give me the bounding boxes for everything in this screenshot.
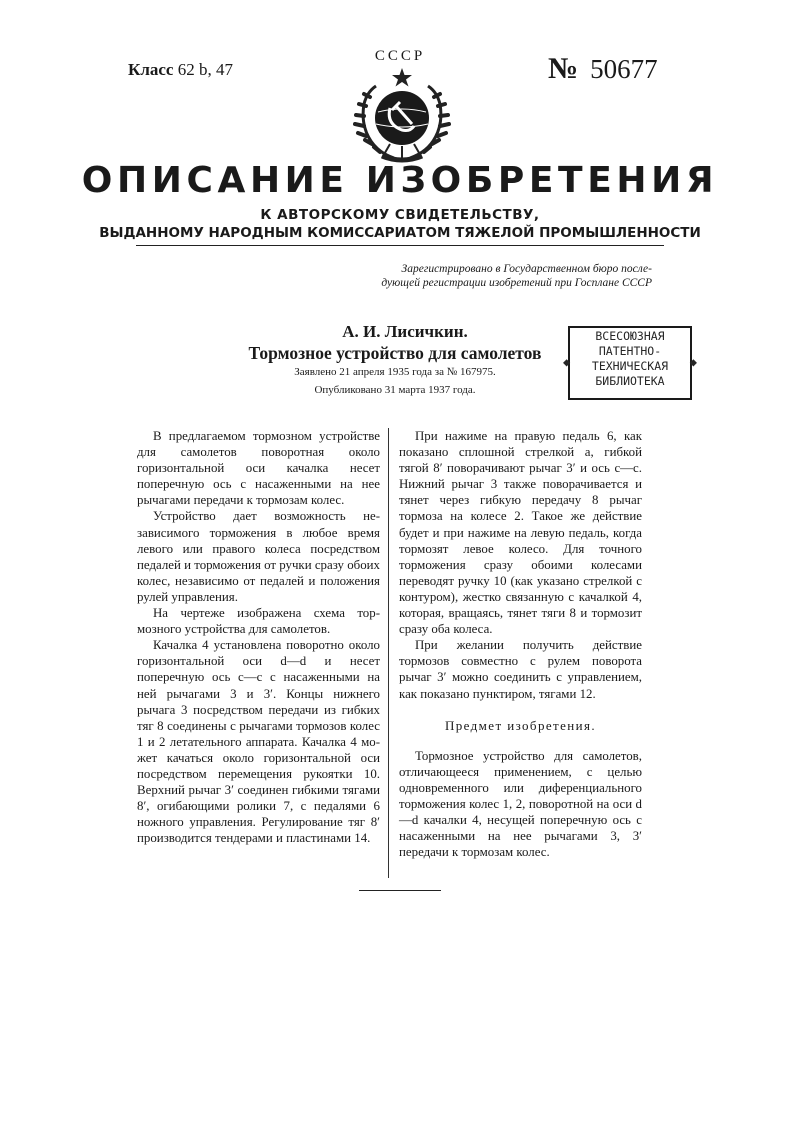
class-value: 62 b, 47 (177, 60, 233, 79)
number-sign: № (548, 52, 579, 85)
registration-note (290, 262, 652, 290)
registration-line2: дующей регистрации изобретений при Госплане СССР (381, 277, 652, 289)
document-title: ОПИСАНИЕ ИЗОБРЕТЕНИЯ (81, 160, 719, 201)
diamond-right-icon: ◆ (689, 355, 697, 369)
body-paragraph: Устройство дает возможность независимого торможения в любое время левого или правого колеса посредством педалей и торможения от ручки сразу обоих колес, независимо от педалей и положения рулей управления. (137, 509, 380, 604)
body-column-right (399, 428, 642, 860)
stamp-line1: ВСЕСОЮЗНАЯ (595, 329, 665, 343)
body-column-left (137, 428, 380, 846)
body-paragraph: Качалка 4 установлена поворотно около горизонтальной оси d—d и несет поперечную ось с—с с насаженными на ней рычагами 3 и 3′. Концы нижнего рычага 3 посредством передачи из гибких тяг 8 соединены с рычагами тормозов колес 1 и 2 летательного аппарата. Качалка 4 может качаться около горизонтальной оси посредством перемещения рукоятки 10. Верхний рычаг 3′ соединен гибкими тягами 8′, огибающими ролики 7, с педалями 6 ножного управления. Регулирование тяг 8′ производится тендерами и пластинами 14. (137, 638, 380, 846)
subtitle-divider (136, 245, 664, 246)
end-divider (359, 890, 441, 891)
published-date: Опубликовано 31 марта 1937 года. (314, 384, 476, 396)
registration-line1: Зарегистрировано в Государственном бюро после- (401, 263, 652, 275)
document-subtitle-line1: К АВТОРСКОМУ СВИДЕТЕЛЬСТВУ, (260, 207, 540, 223)
filed-date: Заявлено 21 апреля 1935 года за № 167975. (294, 366, 496, 378)
claim-text: Тормозное устройство для самолетов, отличающееся применением, с целью одновременного или диференциального торможения колес 1, 2, поворотной на оси d—d качалки 4, несущей поперечную ось с насаженными на нее рычагами 3, 3′ передачи к тормозам колес. (399, 748, 642, 860)
body-paragraph: На чертеже изображена схема тормозного устройства для самолетов. (137, 606, 380, 637)
column-divider (388, 428, 389, 878)
stamp-line4: БИБЛИОТЕКА (595, 374, 665, 388)
library-stamp (563, 326, 697, 400)
diamond-left-icon: ◆ (563, 355, 571, 369)
stamp-line2: ПАТЕНТНО- (598, 344, 662, 358)
claim-heading: Предмет изобретения. (444, 717, 597, 733)
document-subtitle-line2: ВЫДАННОМУ НАРОДНЫМ КОМИССАРИАТОМ ТЯЖЕЛОЙ ПРОМЫШЛЕННОСТИ (99, 225, 701, 241)
country-label: СССР (374, 48, 426, 64)
body-paragraph: При желании получить действие тормозов совместно с рулем поворота рычаг 3′ можно соединить с управлением, как показано пунктиром, тягами 12. (399, 638, 642, 701)
body-paragraph: В предлагаемом тормозном устройстве для самолетов поворотная около горизонтальной оси качалка несет поперечную ось с насаженными на нее рычагами передачи к тормозам колес. (137, 429, 380, 508)
body-paragraph: При нажиме на правую педаль 6, как показано сплошной стрелкой а, гибкой тягой 8′ поворачивают рычаг 3′ и ось с—с. Нижний рычаг 3 также поворачивается и тянет через гибкую передачу 8 рычаг тормоза на колесе 2. Такое же действие будет и при нажиме на левую педаль, когда тормозят левое колесо. Для точного торможения сразу обоими колесами переводят ручку 10 (как указано стрелкой с контуром), жестко связанную с качалкой 4, которая, вращаясь, тянет тяги 8 и тормозит сразу оба колеса. (399, 429, 642, 637)
patent-number (548, 52, 658, 86)
stamp-line3: ТЕХНИЧЕСКАЯ (591, 359, 669, 373)
invention-name: Тормозное устройство для самолетов (248, 343, 542, 363)
ussr-emblem-icon (350, 66, 454, 166)
class-label: Класс (128, 60, 174, 79)
author-name: А. И. Лисичкин. (342, 322, 468, 341)
number-value: 50677 (590, 54, 658, 84)
